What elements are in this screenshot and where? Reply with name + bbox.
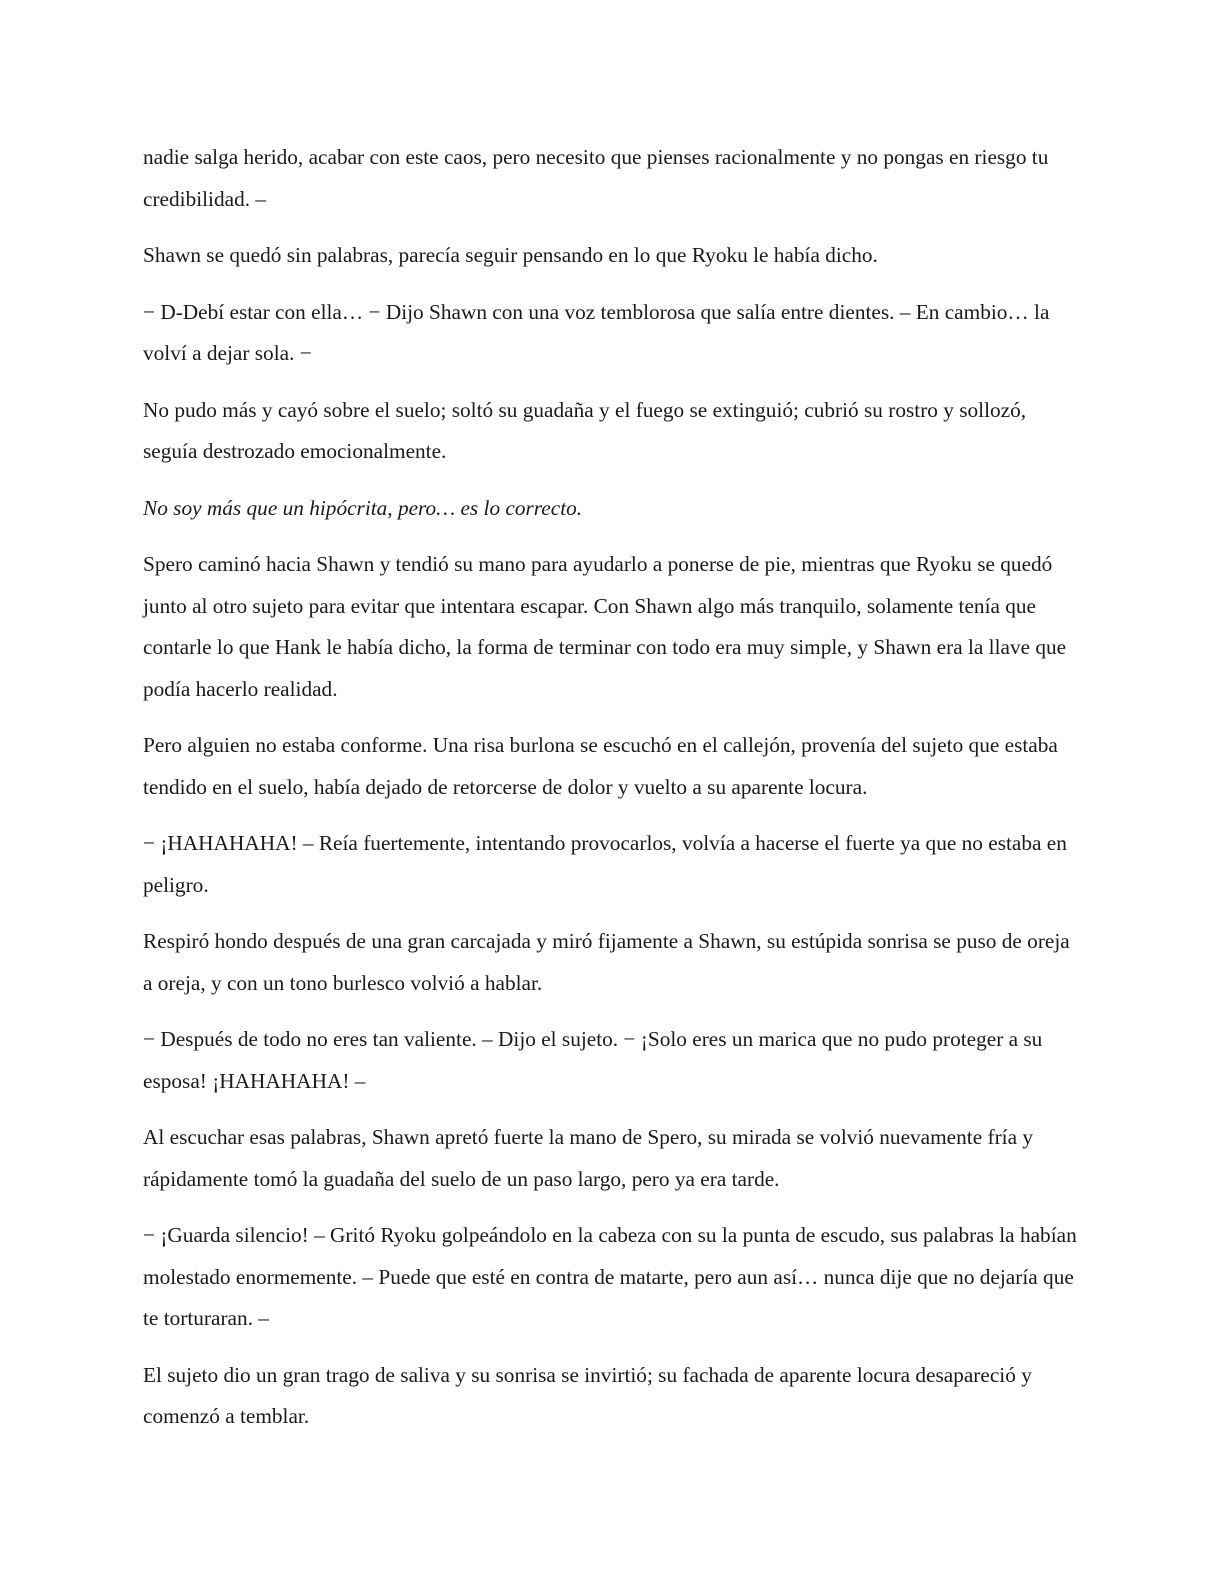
paragraph: Al escuchar esas palabras, Shawn apretó fuerte la mano de Spero, su mirada se volvió nuevamente fría y rápidamente tomó la guadaña del suelo de un paso largo, pero ya era tarde. xyxy=(143,1125,1034,1191)
document-page xyxy=(143,137,1083,1453)
italic-thought-paragraph: No soy más que un hipócrita, pero… es lo correcto. xyxy=(143,495,583,520)
paragraph: − ¡Guarda silencio! – Gritó Ryoku golpeándolo en la cabeza con su la punta de escudo, sus palabras la habían molestado enormemente. – Puede que esté en contra de matarte, pero aun así… nunca dije que no dejaría que te torturaran. – xyxy=(143,1223,1077,1330)
paragraph: − Después de todo no eres tan valiente. – Dijo el sujeto. − ¡Solo eres un marica que no pudo proteger a su esposa! ¡HAHAHAHA! – xyxy=(143,1027,1043,1093)
paragraph: nadie salga herido, acabar con este caos, pero necesito que pienses racionalmente y no pongas en riesgo tu credibilidad. – xyxy=(143,145,1049,211)
paragraph: − ¡HAHAHAHA! – Reía fuertemente, intentando provocarlos, volvía a hacerse el fuerte ya que no estaba en peligro. xyxy=(143,831,1067,897)
paragraph: Shawn se quedó sin palabras, parecía seguir pensando en lo que Ryoku le había dicho. xyxy=(143,243,878,267)
paragraph: No pudo más y cayó sobre el suelo; soltó su guadaña y el fuego se extinguió; cubrió su rostro y sollozó, seguía destrozado emocionalmente. xyxy=(143,397,1027,463)
paragraph: Pero alguien no estaba conforme. Una risa burlona se escuchó en el callejón, provenía del sujeto que estaba tendido en el suelo, había dejado de retorcerse de dolor y vuelto a su aparente locura. xyxy=(143,733,1058,799)
paragraph: El sujeto dio un gran trago de saliva y su sonrisa se invirtió; su fachada de aparente locura desapareció y comenzó a temblar. xyxy=(143,1362,1032,1428)
paragraph: − D-Debí estar con ella… − Dijo Shawn con una voz temblorosa que salía entre dientes. – En cambio… la volví a dejar sola. − xyxy=(143,299,1050,365)
paragraph: Spero caminó hacia Shawn y tendió su mano para ayudarlo a ponerse de pie, mientras que Ryoku se quedó junto al otro sujeto para evitar que intentara escapar. Con Shawn algo más tranquilo, solamente tenía que contarle lo que Hank le había dicho, la forma de terminar con todo era muy simple, y Shawn era la llave que podía hacerlo realidad. xyxy=(143,552,1067,701)
paragraph: Respiró hondo después de una gran carcajada y miró fijamente a Shawn, su estúpida sonrisa se puso de oreja a oreja, y con un tono burlesco volvió a hablar. xyxy=(143,929,1070,995)
